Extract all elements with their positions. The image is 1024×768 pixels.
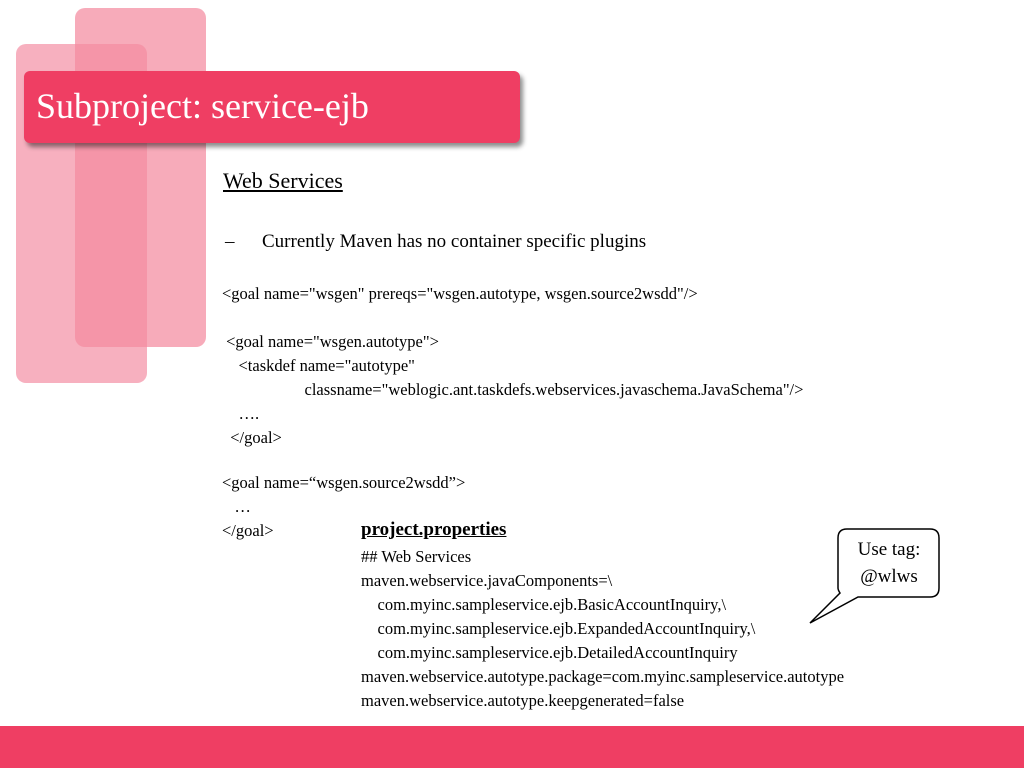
- section-heading: Web Services: [223, 168, 343, 193]
- callout-line-1: Use tag:: [857, 539, 921, 560]
- bullet-marker: –: [225, 231, 235, 252]
- footer-bar: [0, 726, 1024, 768]
- properties-body: ## Web Services maven.webservice.javaComponents=\ com.myinc.sampleservice.ejb.BasicAccountInquiry,\ com.myinc.sampleservice.ejb.ExpandedAccountInquiry,\ com.myinc.sampleservice.ejb.DetailedAccountInquiry maven.webservice.autotype.package=com.myinc.sampleservice.autotype maven.webservice.autotype.keepgenerated=false: [361, 547, 845, 710]
- code-block-goal-autotype: <goal name="wsgen.autotype"> <taskdef name="autotype" classname="weblogic.ant.taskdefs.webservices.javaschema.JavaSchema"/> …. </goal>: [226, 332, 804, 447]
- callout-text: [838, 536, 940, 590]
- code-block-goal-wsgen: <goal name="wsgen" prereqs="wsgen.autotype, wsgen.source2wsdd"/>: [222, 284, 698, 303]
- properties-heading: project.properties: [361, 519, 507, 540]
- decorative-panel-middle: [75, 8, 206, 347]
- slide-title: Subproject: service-ejb: [36, 86, 369, 126]
- bullet-text: Currently Maven has no container specific plugins: [262, 231, 647, 252]
- callout-line-2: @wlws: [860, 566, 918, 587]
- title-banner: [24, 71, 520, 143]
- code-block-goal-source2wsdd: <goal name=“wsgen.source2wsdd”> … </goal>: [222, 473, 466, 540]
